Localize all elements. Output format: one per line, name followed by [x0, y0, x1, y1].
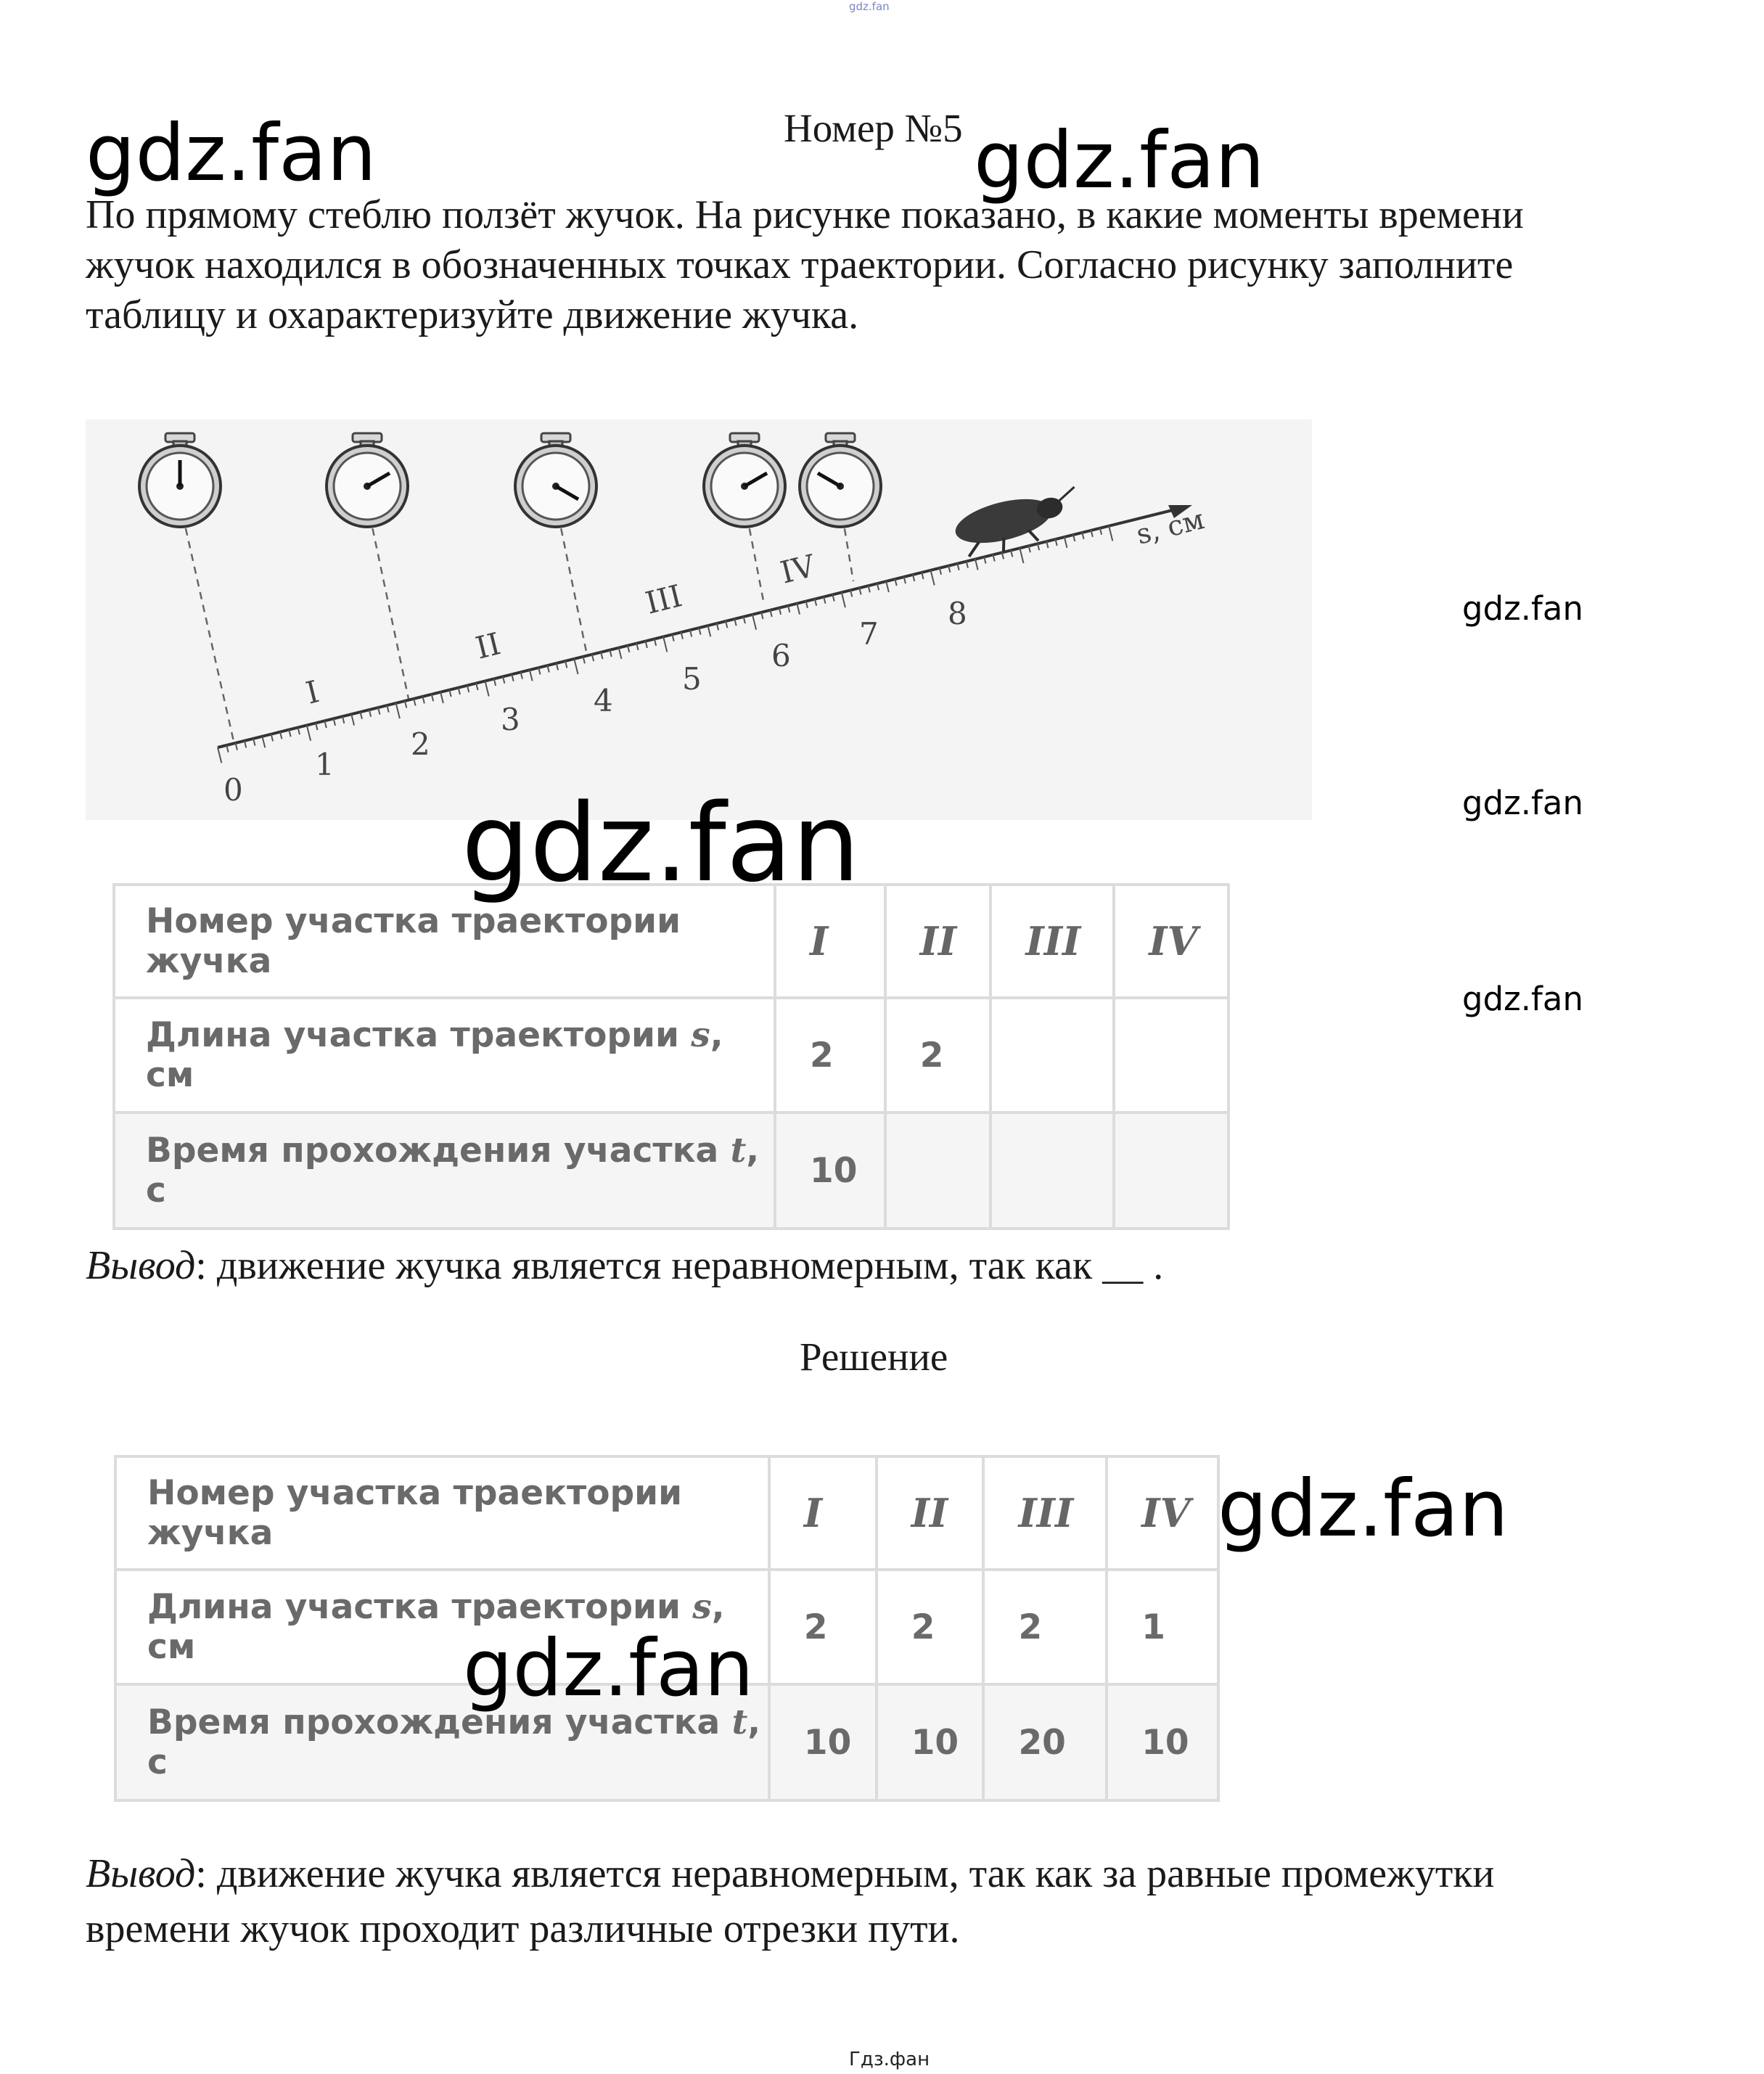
problem-line: таблицу и охарактеризуйте движение жучка. [86, 292, 859, 337]
problem-line: По прямому стеблю ползёт жучок. На рисунке показано, в какие моменты времени [86, 192, 1524, 237]
ruler-tick [975, 559, 978, 570]
watermark-logo: gdz.fan [1462, 980, 1583, 1018]
stopwatch-icon [800, 433, 881, 527]
table-cell: 20 [983, 1684, 1107, 1800]
stopwatch-icon [515, 433, 596, 527]
footer-text: Гдз.фан [849, 2049, 930, 2070]
table-cell [990, 998, 1114, 1112]
table-cell: 10 [775, 1112, 885, 1229]
table-cell: 10 [769, 1684, 877, 1800]
top-watermark: gdz.fan [849, 0, 890, 13]
watermark-logo: gdz.fan [1218, 1464, 1509, 1554]
ruler-tick [842, 592, 845, 607]
problem-title: Номер №5 [784, 106, 963, 150]
watermark-logo: gdz.fan [463, 1623, 754, 1714]
tick-label: 0 [223, 772, 243, 808]
table-cell: 2 [983, 1570, 1107, 1684]
table-header-cell: I [769, 1456, 877, 1570]
ruler-tick [752, 614, 756, 629]
segment-label: II [472, 626, 504, 666]
tick-label: 4 [594, 683, 613, 718]
table-header-cell: I [775, 885, 885, 998]
task-conclusion [86, 1238, 1726, 1293]
table-header-cell: IV [1114, 885, 1228, 998]
ruler-tick [574, 659, 578, 674]
row-label-length: Длина участка траектории s, см [114, 998, 775, 1112]
problem-statement [86, 190, 1697, 340]
watermark-logo: gdz.fan [86, 108, 377, 199]
tick-label: 3 [501, 702, 520, 737]
table-cell [990, 1112, 1114, 1229]
tick-label: 1 [315, 747, 335, 782]
table-cell: 2 [877, 1570, 984, 1684]
ruler-tick [351, 714, 354, 726]
trajectory-figure [86, 419, 1312, 820]
ruler-tick [797, 603, 800, 615]
conclusion-label: Вывод [86, 1851, 196, 1896]
conclusion-text: : движение жучка является неравномерным, так как __ . [195, 1243, 1164, 1288]
table-header-cell: Номер участка траектории жучка [114, 885, 775, 998]
table-header-cell: II [885, 885, 991, 998]
stopwatch-icon [704, 433, 785, 527]
ruler-tick [440, 692, 443, 704]
table-cell [1114, 998, 1228, 1112]
table-header-cell: IV [1107, 1456, 1218, 1570]
ruler-tick [218, 747, 221, 763]
ruler-tick [396, 703, 400, 718]
row-label-time: Время прохождения участка t, с [114, 1112, 775, 1229]
ruler-tick [707, 626, 710, 637]
watermark-logo: gdz.fan [461, 781, 861, 906]
row-label-time: Время прохождения участка t, с [115, 1684, 769, 1800]
row-label-length: Длина участка траектории s, см [115, 1570, 769, 1684]
watermark-logo: gdz.fan [974, 115, 1265, 206]
conclusion-text: : движение жучка является неравномерным, так как за равные промежутки [195, 1851, 1495, 1896]
conclusion-line: времени жучок проходит различные отрезки пути. [86, 1906, 960, 1951]
segment-label: I [302, 673, 323, 711]
axis-label: s, см [1133, 503, 1207, 551]
watermark-logo: gdz.fan [1462, 784, 1583, 822]
table-cell: 10 [1107, 1684, 1218, 1800]
conclusion-label: Вывод [86, 1243, 196, 1288]
ruler-tick [619, 647, 622, 659]
stopwatch-icon [139, 433, 221, 527]
ruler-tick [1109, 525, 1112, 541]
table-cell: 2 [769, 1570, 877, 1684]
ruler-tick [886, 581, 889, 593]
table-cell [1114, 1112, 1228, 1229]
table-header-cell: III [990, 885, 1114, 998]
table-cell: 10 [877, 1684, 984, 1800]
segment-label: IV [776, 547, 819, 591]
solution-title: Решение [800, 1335, 948, 1379]
watermark-logo: gdz.fan [1462, 589, 1583, 628]
segment-label: III [641, 578, 686, 621]
ruler-ticks [218, 525, 1112, 763]
tick-label: 6 [771, 638, 791, 673]
solution-conclusion [86, 1846, 1726, 1956]
table-header-cell: Номер участка траектории жучка [115, 1456, 769, 1570]
ruler-tick [663, 636, 667, 652]
ruler-tick [307, 725, 311, 740]
table-cell [885, 1112, 991, 1229]
ruler-tick [485, 681, 488, 696]
ruler-tick [262, 737, 265, 748]
tick-label: 5 [682, 661, 702, 697]
table-header-cell: III [983, 1456, 1107, 1570]
table-cell: 2 [885, 998, 991, 1112]
tick-label: 8 [948, 596, 967, 631]
table-cell: 1 [1107, 1570, 1218, 1684]
ruler-tick [530, 670, 533, 681]
tick-label: 7 [859, 616, 879, 652]
task-table [112, 883, 1230, 1230]
table-header-cell: II [877, 1456, 984, 1570]
tick-label: 2 [411, 726, 430, 762]
ruler-tick [930, 570, 934, 585]
trajectory-diagram [86, 419, 1312, 820]
stopwatch-icon [327, 433, 408, 527]
conclusion-line [86, 1846, 1726, 1901]
ruler-tick [1020, 548, 1023, 563]
problem-line: жучок находился в обозначенных точках траектории. Согласно рисунку заполните [86, 242, 1514, 287]
table-cell: 2 [775, 998, 885, 1112]
